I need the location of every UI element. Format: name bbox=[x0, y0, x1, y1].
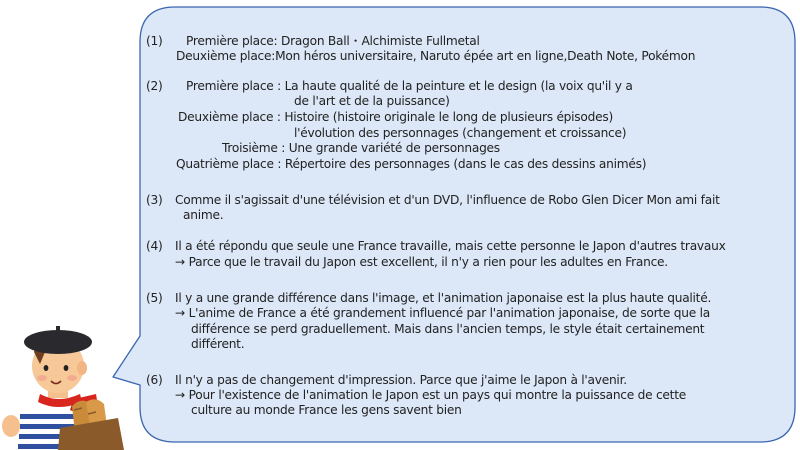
section-5-line-3: différence se perd graduellement. Mais dans l'ancien temps, le style était certainement bbox=[191, 322, 705, 336]
section-5-line-1: Il y a une grande différence dans l'image, et l'animation japonaise est la plus haute qualité. bbox=[175, 291, 712, 305]
beret-icon bbox=[24, 326, 92, 354]
section-5-line-2: → L'anime de France a été grandement influencé par l'animation japonaise, de sorte que la bbox=[175, 306, 710, 320]
section-5-number: (5) bbox=[146, 291, 163, 305]
section-2-line-6: Quatrième place : Répertoire des personnages (dans le cas des dessins animés) bbox=[176, 157, 647, 171]
section-2-line-5: Troisième : Une grande variété de personnages bbox=[222, 141, 500, 155]
section-2-line-1: Première place : La haute qualité de la peinture et le design (la voix qu'il y a bbox=[186, 79, 633, 93]
section-5-line-4: différent. bbox=[191, 337, 245, 351]
section-1-line-2: Deuxième place:Mon héros universitaire, Naruto épée art en ligne,Death Note, Pokémon bbox=[176, 49, 696, 63]
french-man-illustration bbox=[0, 310, 130, 450]
section-2-line-4: l'évolution des personnages (changement et croissance) bbox=[294, 126, 627, 140]
section-2-number: (2) bbox=[146, 79, 163, 93]
section-1-number: (1) bbox=[146, 34, 163, 48]
section-3-number: (3) bbox=[146, 193, 163, 207]
section-6-line-1: Il n'y a pas de changement d'impression. Parce que j'aime le Japon à l'avenir. bbox=[175, 373, 627, 387]
section-2-line-2: de l'art et de la puissance) bbox=[294, 94, 450, 108]
section-4-line-2: → Parce que le travail du Japon est excellent, il n'y a rien pour les adultes en France. bbox=[175, 255, 668, 269]
waving-hand-icon bbox=[2, 415, 20, 437]
section-6-line-2: → Pour l'existence de l'animation le Japon est un pays qui montre la puissance de cette bbox=[175, 388, 686, 402]
section-6-line-3: culture au monde France les gens savent bien bbox=[191, 403, 462, 417]
section-3-line-2: anime. bbox=[183, 208, 224, 222]
section-3-line-1: Comme il s'agissait d'une télévision et d'un DVD, l'influence de Robo Glen Dicer Mon ami fait bbox=[175, 193, 720, 207]
section-6-number: (6) bbox=[146, 373, 163, 387]
section-1-line-1: Première place: Dragon Ball・Alchimiste Fullmetal bbox=[186, 34, 480, 48]
section-4-line-1: Il a été répondu que seule une France travaille, mais cette personne le Japon d'autres travaux bbox=[175, 239, 726, 253]
section-4-number: (4) bbox=[146, 239, 163, 253]
section-2-line-3: Deuxième place : Histoire (histoire originale le long de plusieurs épisodes) bbox=[178, 110, 613, 124]
